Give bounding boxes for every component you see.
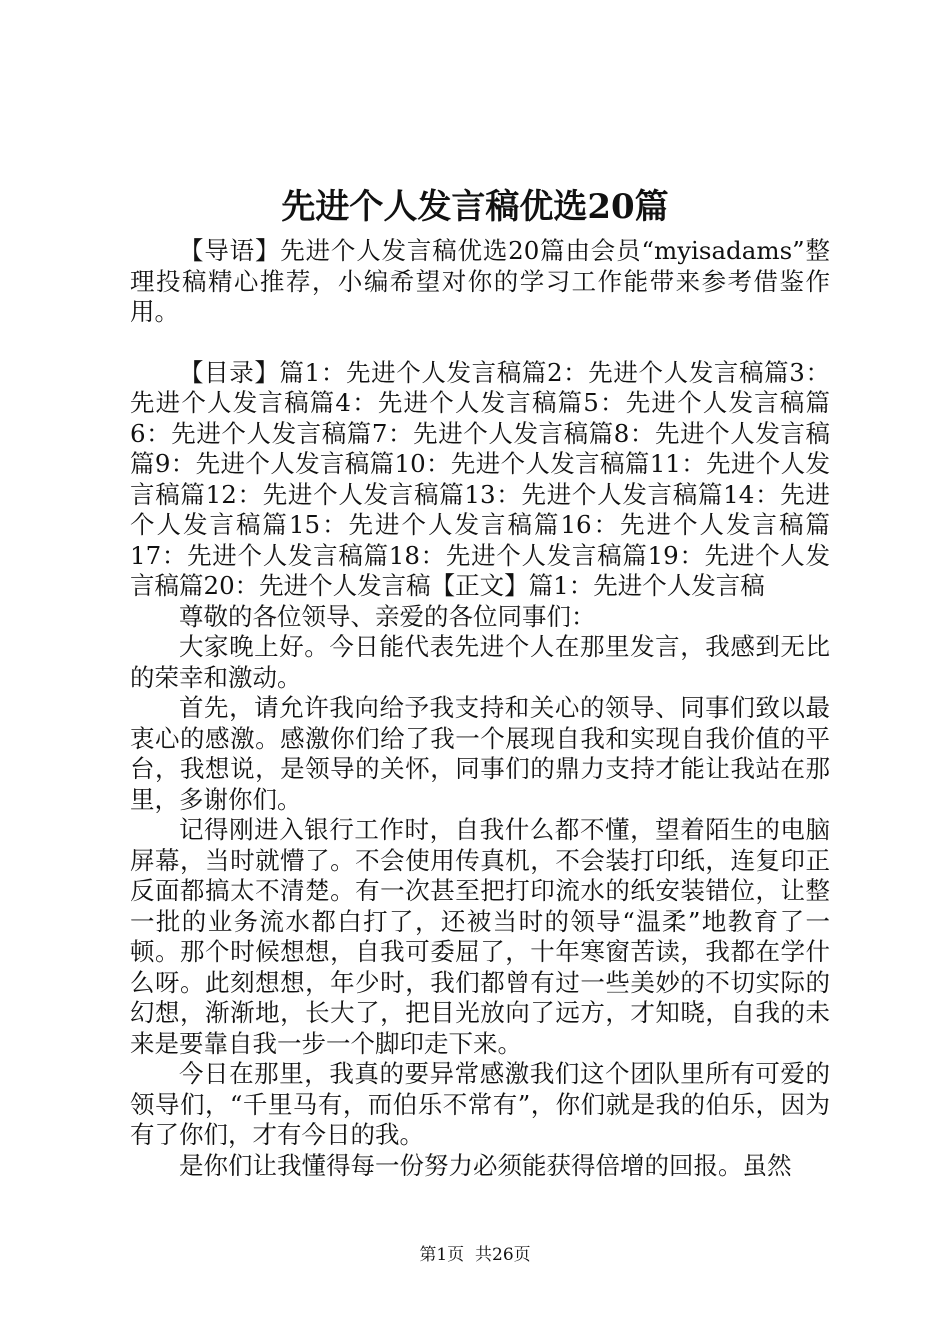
- body-paragraph: 今日在那里，我真的要异常感激我们这个团队里所有可爱的领导们，“千里马有，而伯乐不常有”，你们就是我的伯乐，因为有了你们，才有今日的我。: [130, 1059, 830, 1149]
- body-paragraph: 尊敬的各位领导、亲爱的各位同事们：: [179, 601, 596, 631]
- document-body: [130, 236, 830, 1181]
- page-footer: [0, 1243, 950, 1267]
- page-number: 第1页: [419, 1245, 465, 1265]
- page-total: 共26页: [475, 1245, 531, 1265]
- intro-paragraph: 【导语】先进个人发言稿优选20篇由会员“myisadams”整理投稿精心推荐，小编希望对你的学习工作能带来参考借鉴作用。: [130, 236, 830, 326]
- body-paragraph: 记得刚进入银行工作时，自我什么都不懂，望着陌生的电脑屏幕，当时就懵了。不会使用传真机，不会装打印纸，连复印正反面都搞太不清楚。有一次甚至把打印流水的纸安装错位，让整一批的业务流水都白打了，还被当时的领导“温柔”地教育了一顿。那个时候想想，自我可委屈了，十年寒窗苦读，我都在学什么呀。此刻想想，年少时，我们都曾有过一些美妙的不切实际的幻想，渐渐地，长大了，把目光放向了远方，才知晓，自我的未来是要靠自我一步一个脚印走下来。: [130, 815, 830, 1058]
- body-paragraph: 是你们让我懂得每一份努力必须能获得倍增的回报。虽然: [179, 1150, 792, 1180]
- body-paragraph: 首先，请允许我向给予我支持和关心的领导、同事们致以最衷心的感激。感激你们给了我一个展现自我和实现自我价值的平台，我想说，是领导的关怀，同事们的鼎力支持才能让我站在那里，多谢你们。: [130, 693, 830, 814]
- table-of-contents: 【目录】篇1：先进个人发言稿篇2：先进个人发言稿篇3：先进个人发言稿篇4：先进个人发言稿篇5：先进个人发言稿篇6：先进个人发言稿篇7：先进个人发言稿篇8：先进个人发言稿篇9：先进个人发言稿篇10：先进个人发言稿篇11：先进个人发言稿篇12：先进个人发言稿篇13：先进个人发言稿篇14：先进个人发言稿篇15：先进个人发言稿篇16：先进个人发言稿篇17：先进个人发言稿篇18：先进个人发言稿篇19：先进个人发言稿篇20：先进个人发言稿【正文】篇1：先进个人发言稿: [130, 357, 830, 600]
- body-paragraph: 大家晚上好。今日能代表先进个人在那里发言，我感到无比的荣幸和激动。: [130, 632, 830, 692]
- footer-separator: [464, 1245, 475, 1265]
- document-title: 先进个人发言稿优选20篇: [281, 187, 669, 227]
